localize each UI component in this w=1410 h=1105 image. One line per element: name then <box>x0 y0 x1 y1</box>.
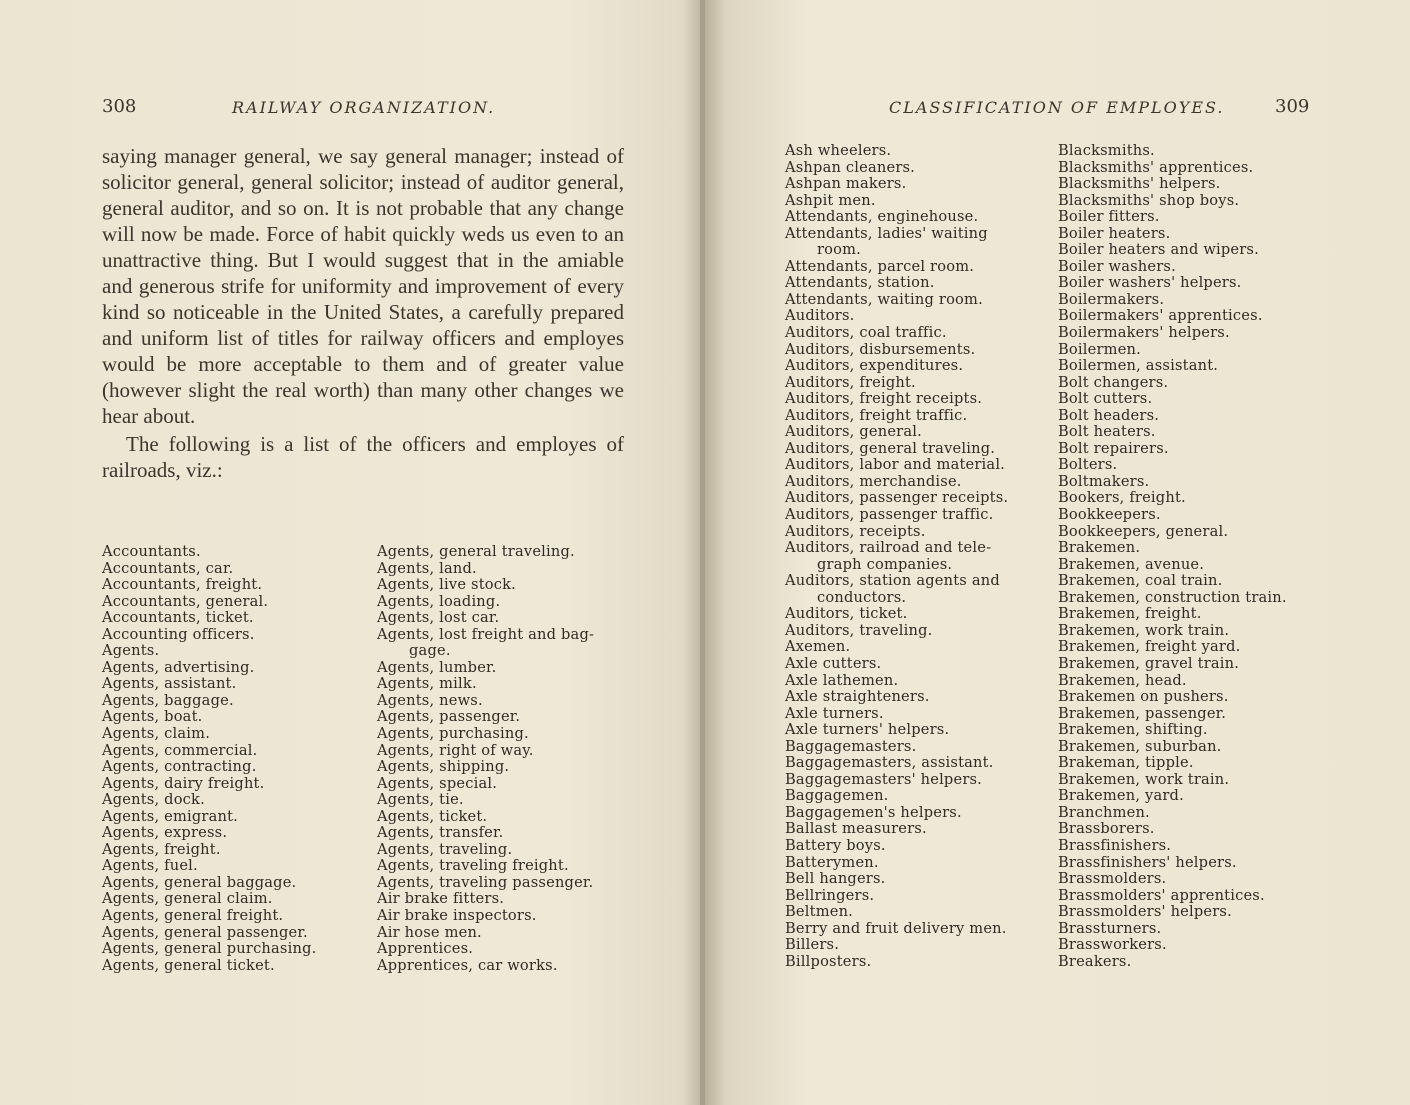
list-item: Brakemen, work train. <box>1058 621 1230 639</box>
list-item: Attendants, parcel room. <box>785 257 975 275</box>
list-item: Brakemen, head. <box>1058 671 1187 689</box>
list-item: Agents, tie. <box>377 791 464 809</box>
list-item: Boilermakers' helpers. <box>1058 324 1230 342</box>
list-item: Boilermen, assistant. <box>1058 357 1219 375</box>
list-item: Auditors. <box>785 307 855 325</box>
list-item: Boilermakers. <box>1058 290 1165 308</box>
list-item: Brassfinishers' helpers. <box>1058 853 1237 871</box>
list-item: Agents, dairy freight. <box>102 774 265 792</box>
list-item: Ashpan makers. <box>785 175 907 193</box>
list-item: Agents, boat. <box>102 708 203 726</box>
paragraph: saying manager general, we say general manager; instead of solicitor general, general solicitor; instead of auditor general, general auditor, and so on. It is not probable that any change will now be made. Force of habit quickly weds us even to an unattractive thing. But I would suggest that in the amiable and generous strife for uniformity and improvement of every kind so noticeable in the United States, a carefully prepared and uniform list of titles for railway officers and employes would be more acceptable to them and of greater value (however slight the real worth) than many other changes we hear about. <box>102 144 624 428</box>
list-item: Brassturners. <box>1058 919 1162 937</box>
list-item: Ballast measurers. <box>785 820 927 838</box>
list-item: Agents, freight. <box>102 840 221 858</box>
list-item: Auditors, railroad and tele- <box>785 539 992 557</box>
list-item: Agents, lost freight and bag- <box>377 625 595 643</box>
list-item: Axle cutters. <box>785 654 882 672</box>
list-item: Brakemen, yard. <box>1058 787 1184 805</box>
list-item: Brakemen, suburban. <box>1058 737 1222 755</box>
list-item: Auditors, labor and material. <box>785 456 1006 474</box>
list-item: Brakemen, passenger. <box>1058 704 1227 722</box>
list-item: Brassmolders' helpers. <box>1058 903 1232 921</box>
list-item: Breakers. <box>1058 952 1132 970</box>
list-item: Auditors, general traveling. <box>785 439 996 457</box>
list-item: Attendants, station. <box>785 274 935 292</box>
list-item: Billers. <box>785 936 840 954</box>
list-item: Agents, advertising. <box>102 658 255 676</box>
list-item: Agents, general passenger. <box>102 923 308 941</box>
list-item: Air hose men. <box>377 923 482 941</box>
list-item: Batterymen. <box>785 853 879 871</box>
list-item: Auditors, station agents and <box>785 572 1000 590</box>
page-number: 309 <box>1275 96 1310 117</box>
list-item: Agents, lost car. <box>377 609 500 627</box>
list-item: Agents, land. <box>377 559 477 577</box>
list-item: Attendants, waiting room. <box>785 290 983 308</box>
list-item: Agents, general freight. <box>102 907 284 925</box>
list-item: Agents, emigrant. <box>102 807 239 825</box>
list-item: Berry and fruit delivery men. <box>785 919 1007 937</box>
list-item: Auditors, passenger traffic. <box>785 506 994 524</box>
list-item: Boiler fitters. <box>1058 208 1160 226</box>
list-item: Accountants, general. <box>102 592 269 610</box>
list-item: Boilermakers' apprentices. <box>1058 307 1263 325</box>
list-item: Bolters. <box>1058 456 1118 474</box>
list-item: Agents, traveling freight. <box>377 857 569 875</box>
list-item: Bolt changers. <box>1058 373 1169 391</box>
list-item: Accountants, ticket. <box>102 609 254 627</box>
list-item: Boilermen. <box>1058 340 1141 358</box>
list-item: gage. <box>409 642 451 660</box>
list-item: Blacksmiths' apprentices. <box>1058 158 1254 176</box>
list-item: Agents, passenger. <box>377 708 521 726</box>
list-item: Branchmen. <box>1058 803 1150 821</box>
list-item: Bookkeepers. <box>1058 506 1161 524</box>
list-item: Attendants, ladies' waiting <box>785 224 988 242</box>
list-item: Boltmakers. <box>1058 472 1150 490</box>
list-item: Auditors, merchandise. <box>785 472 962 490</box>
list-item: Bellringers. <box>785 886 875 904</box>
list-item: Axle turners' helpers. <box>785 721 950 739</box>
list-item: Billposters. <box>785 952 872 970</box>
list-item: Brassfinishers. <box>1058 836 1172 854</box>
list-item: Agents, ticket. <box>377 807 488 825</box>
list-item: Ashpan cleaners. <box>785 158 916 176</box>
right-page <box>705 0 1410 1105</box>
list-item: Agents, transfer. <box>377 824 504 842</box>
list-item: graph companies. <box>817 555 953 573</box>
list-item: Auditors, general. <box>785 423 922 441</box>
list-item: Baggagemen. <box>785 787 889 805</box>
list-item: Brakemen, avenue. <box>1058 555 1205 573</box>
list-item: Baggagemasters' helpers. <box>785 770 983 788</box>
list-item: Agents, fuel. <box>102 857 198 875</box>
title-list-column <box>1058 143 1287 970</box>
list-item: Agents, general traveling. <box>377 543 575 560</box>
list-item: Axle lathemen. <box>785 671 899 689</box>
list-item: Blacksmiths' helpers. <box>1058 175 1221 193</box>
list-item: Auditors, freight traffic. <box>785 406 968 424</box>
list-item: Brakemen, coal train. <box>1058 572 1223 590</box>
list-item: Agents, news. <box>377 691 483 709</box>
list-item: Battery boys. <box>785 836 886 854</box>
list-item: Brassworkers. <box>1058 936 1167 954</box>
list-item: Agents. <box>102 642 160 660</box>
list-item: Agents, right of way. <box>377 741 534 759</box>
list-item: Brassmolders. <box>1058 870 1167 888</box>
list-item: Brassmolders' apprentices. <box>1058 886 1265 904</box>
left-page <box>0 0 703 1105</box>
list-item: Attendants, enginehouse. <box>785 208 979 226</box>
list-item: Bell hangers. <box>785 870 886 888</box>
list-item: Brakeman, tipple. <box>1058 754 1194 772</box>
list-item: Auditors, receipts. <box>785 522 926 540</box>
list-item: Blacksmiths' shop boys. <box>1058 191 1240 209</box>
list-item: Agents, assistant. <box>102 675 237 693</box>
list-item: Boiler heaters and wipers. <box>1058 241 1259 259</box>
list-item: Brakemen, freight yard. <box>1058 638 1241 656</box>
list-item: Brakemen, gravel train. <box>1058 654 1240 672</box>
list-item: Bookers, freight. <box>1058 489 1186 507</box>
list-item: Air brake inspectors. <box>377 907 537 925</box>
list-item: Auditors, ticket. <box>785 605 908 623</box>
list-item: Agents, dock. <box>102 791 205 809</box>
list-item: room. <box>817 241 862 259</box>
list-item: Axle turners. <box>785 704 884 722</box>
list-item: Agents, contracting. <box>102 758 257 776</box>
list-item: Axle straighteners. <box>785 688 930 706</box>
list-item: Boiler washers' helpers. <box>1058 274 1242 292</box>
list-item: Auditors, passenger receipts. <box>785 489 1009 507</box>
list-item: Auditors, expenditures. <box>785 357 964 375</box>
list-item: Auditors, freight receipts. <box>785 390 983 408</box>
list-item: Bookkeepers, general. <box>1058 522 1229 540</box>
list-item: Brassborers. <box>1058 820 1155 838</box>
title-list-column <box>785 143 1008 970</box>
list-item: Accountants, freight. <box>102 576 263 594</box>
list-item: Agents, special. <box>377 774 498 792</box>
list-item: Agents, claim. <box>102 725 211 743</box>
list-item: Agents, loading. <box>377 592 501 610</box>
list-item: Air brake fitters. <box>377 890 505 908</box>
list-item: Agents, general ticket. <box>102 956 275 974</box>
list-item: Agents, express. <box>102 824 228 842</box>
list-item: Agents, lumber. <box>377 658 497 676</box>
running-head: CLASSIFICATION OF EMPLOYES. <box>889 98 1225 117</box>
list-item: Agents, traveling passenger. <box>377 873 594 891</box>
list-item: Apprentices. <box>377 940 474 958</box>
list-item: Agents, general claim. <box>102 890 273 908</box>
list-item: Baggagemasters. <box>785 737 917 755</box>
list-item: Beltmen. <box>785 903 854 921</box>
list-item: Baggagemasters, assistant. <box>785 754 994 772</box>
list-item: Brakemen, freight. <box>1058 605 1202 623</box>
list-item: Boiler heaters. <box>1058 224 1171 242</box>
running-head: RAILWAY ORGANIZATION. <box>232 98 496 117</box>
list-item: Auditors, coal traffic. <box>785 324 947 342</box>
list-item: Agents, live stock. <box>377 576 516 594</box>
list-item: Boiler washers. <box>1058 257 1176 275</box>
list-item: Agents, purchasing. <box>377 725 529 743</box>
list-item: Bolt headers. <box>1058 406 1160 424</box>
list-item: Blacksmiths. <box>1058 142 1155 159</box>
list-item: Ash wheelers. <box>785 142 892 159</box>
list-item: Accountants. <box>102 543 201 560</box>
list-item: Baggagemen's helpers. <box>785 803 962 821</box>
paragraph: The following is a list of the officers and employes of railroads, viz.: <box>102 432 624 482</box>
list-item: Auditors, disbursements. <box>785 340 976 358</box>
list-item: Brakemen. <box>1058 539 1141 557</box>
list-item: Bolt repairers. <box>1058 439 1169 457</box>
list-item: Brakemen, shifting. <box>1058 721 1208 739</box>
title-list-column <box>102 544 316 974</box>
list-item: Bolt cutters. <box>1058 390 1153 408</box>
list-item: Agents, commercial. <box>102 741 258 759</box>
list-item: Agents, milk. <box>377 675 477 693</box>
list-item: conductors. <box>817 588 907 606</box>
list-item: Bolt heaters. <box>1058 423 1156 441</box>
list-item: Agents, general baggage. <box>102 873 297 891</box>
list-item: Auditors, freight. <box>785 373 916 391</box>
body-text <box>102 143 624 483</box>
list-item: Agents, traveling. <box>377 840 513 858</box>
list-item: Ashpit men. <box>785 191 876 209</box>
list-item: Brakemen, work train. <box>1058 770 1230 788</box>
list-item: Agents, baggage. <box>102 691 234 709</box>
list-item: Auditors, traveling. <box>785 621 933 639</box>
list-item: Brakemen, construction train. <box>1058 588 1287 606</box>
list-item: Accountants, car. <box>102 559 234 577</box>
list-item: Agents, general purchasing. <box>102 940 317 958</box>
list-item: Axemen. <box>785 638 851 656</box>
list-item: Accounting officers. <box>102 625 255 643</box>
list-item: Brakemen on pushers. <box>1058 688 1229 706</box>
list-item: Apprentices, car works. <box>377 956 558 974</box>
page-number: 308 <box>102 96 137 117</box>
title-list-column <box>377 544 594 974</box>
list-item: Agents, shipping. <box>377 758 510 776</box>
